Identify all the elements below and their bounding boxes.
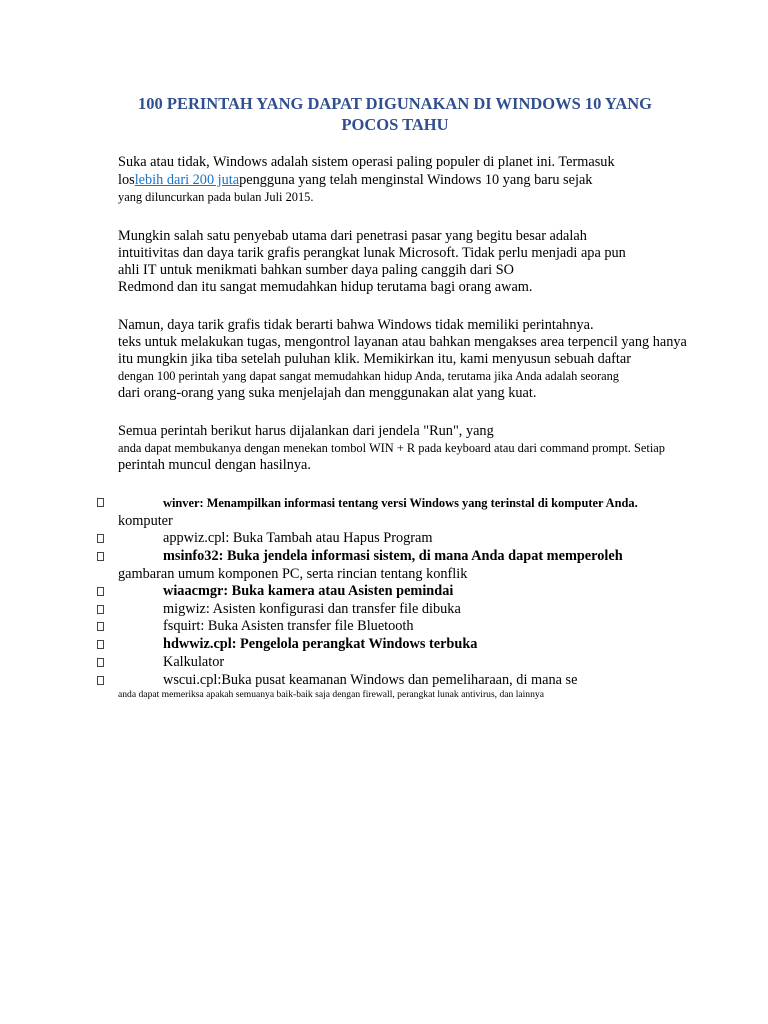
p1-line-2 (118, 172, 592, 189)
bullet-box-icon (97, 498, 104, 507)
command-winver: winver: Menampilkan informasi tentang versi Windows yang terinstal di komputer Anda. (163, 496, 638, 510)
command-wscui-cont: anda dapat memeriksa apakah semuanya baik-baik saja dengan firewall, perangkat lunak antivirus, dan lainnya (118, 689, 544, 700)
bullet-box-icon (97, 587, 104, 596)
bullet-box-icon (97, 640, 104, 649)
bullet-box-icon (97, 622, 104, 631)
p4-line-3: perintah muncul dengan hasilnya. (118, 457, 311, 473)
command-appwiz: appwiz.cpl: Buka Tambah atau Hapus Program (163, 530, 433, 546)
p3-line-1: Namun, daya tarik grafis tidak berarti bahwa Windows tidak memiliki perintahnya. (118, 317, 594, 333)
command-wscui: wscui.cpl:Buka pusat keamanan Windows dan pemeliharaan, di mana se (163, 672, 578, 688)
document-title: 100 PERINTAH YANG DAPAT DIGUNAKAN DI WINDOWS 10 YANG POCOS TAHU (138, 94, 652, 134)
bullet-box-icon (97, 676, 104, 685)
p1-line-2-pre: los (118, 172, 135, 188)
p2-line-1: Mungkin salah satu penyebab utama dari penetrasi pasar yang begitu besar adalah (118, 228, 587, 244)
p3-line-3: itu mungkin jika tiba setelah puluhan klik. Memikirkan itu, kami menyusun sebuah daftar (118, 351, 631, 367)
stats-link[interactable]: lebih dari 200 juta (134, 172, 240, 188)
p1-line-2-post: pengguna yang telah menginstal Windows 10 yang baru sejak (239, 172, 593, 188)
command-msinfo32: msinfo32: Buka jendela informasi sistem, di mana Anda dapat memperoleh (163, 548, 623, 564)
p2-line-4: Redmond dan itu sangat memudahkan hidup terutama bagi orang awam. (118, 279, 533, 295)
command-fsquirt: fsquirt: Buka Asisten transfer file Bluetooth (163, 618, 414, 634)
command-wiaacmgr: wiaacmgr: Buka kamera atau Asisten pemindai (163, 583, 454, 599)
command-msinfo32-cont: gambaran umum komponen PC, serta rincian tentang konflik (118, 566, 468, 582)
command-hdwwiz: hdwwiz.cpl: Pengelola perangkat Windows terbuka (163, 636, 478, 652)
p3-line-4: dengan 100 perintah yang dapat sangat memudahkan hidup Anda, terutama jika Anda adalah seorang (118, 369, 619, 383)
bullet-box-icon (97, 605, 104, 614)
command-calc: Kalkulator (163, 654, 225, 670)
p1-line-1: Suka atau tidak, Windows adalah sistem operasi paling populer di planet ini. Termasuk (118, 154, 615, 170)
p3-line-5: dari orang-orang yang suka menjelajah dan menggunakan alat yang kuat. (118, 385, 537, 401)
p2-line-2: intuitivitas dan daya tarik grafis perangkat lunak Microsoft. Tidak perlu menjadi apa pun (118, 245, 626, 261)
p4-line-2: anda dapat membukanya dengan menekan tombol WIN + R pada keyboard atau dari command prompt. Setiap (118, 441, 665, 455)
p2-line-3: ahli IT untuk menikmati bahkan sumber daya paling canggih dari SO (118, 262, 514, 278)
bullet-box-icon (97, 552, 104, 561)
p4-line-1: Semua perintah berikut harus dijalankan dari jendela "Run", yang (118, 423, 494, 439)
p1-line-3: yang diluncurkan pada bulan Juli 2015. (118, 190, 314, 204)
command-winver-cont: komputer (118, 513, 173, 529)
bullet-box-icon (97, 534, 104, 543)
bullet-box-icon (97, 658, 104, 667)
p3-line-2: teks untuk melakukan tugas, mengontrol layanan atau bahkan mengakses area terpencil yang hanya (118, 334, 687, 350)
command-migwiz: migwiz: Asisten konfigurasi dan transfer file dibuka (163, 601, 461, 617)
